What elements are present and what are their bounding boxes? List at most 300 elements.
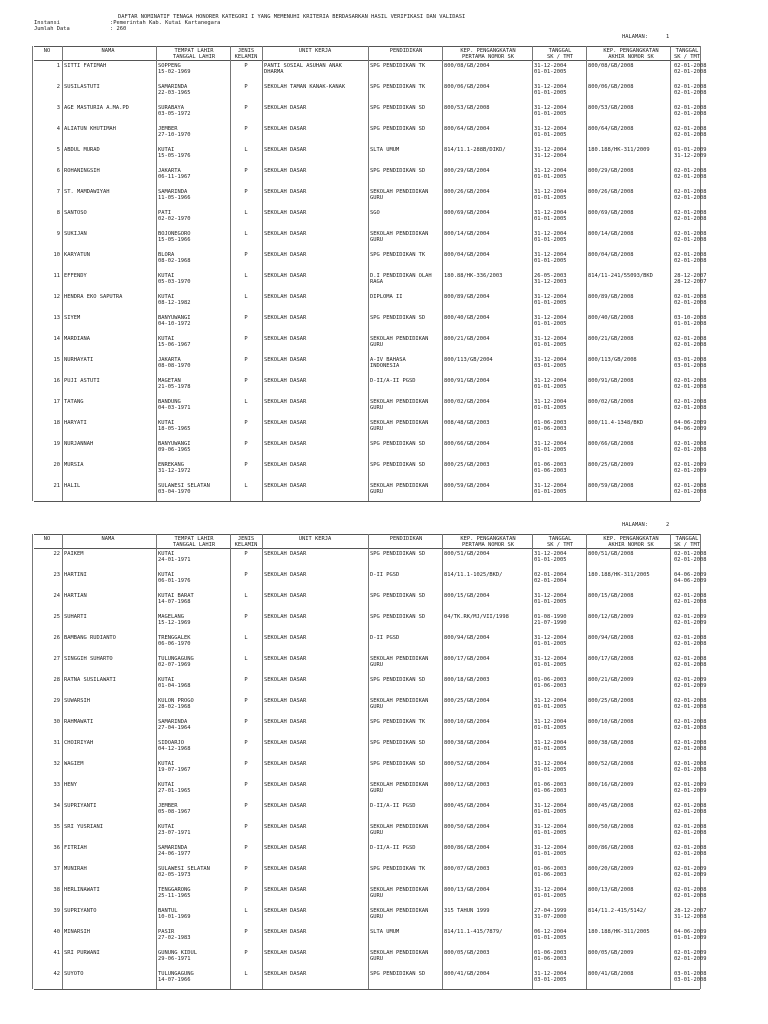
last-decree-date: 02-01-2008 bbox=[674, 336, 707, 342]
birth-date: 05-03-1970 bbox=[158, 279, 191, 285]
employee-name: ABDUL MURAD bbox=[64, 147, 100, 153]
education: SPG PENDIDIKAN TK bbox=[370, 866, 426, 872]
first-decree-date: 02-01-2004 bbox=[534, 572, 567, 578]
last-decree-number: 814/11.2-415/5142/ bbox=[588, 908, 647, 914]
first-decree-tmt: 01-01-2005 bbox=[534, 342, 567, 348]
education: SPG PENDIDIKAN SD bbox=[370, 315, 426, 321]
last-decree-tmt: 02-01-2008 bbox=[674, 342, 707, 348]
work-unit: SEKOLAH DASAR bbox=[264, 824, 307, 830]
last-decree-date: 03-10-2008 bbox=[674, 315, 707, 321]
employee-name: KARYATUN bbox=[64, 252, 90, 258]
first-decree-number: 800/26/GB/2004 bbox=[444, 189, 490, 195]
instansi-label: Instansi bbox=[34, 20, 60, 26]
first-decree-tmt: 01-01-2005 bbox=[534, 300, 567, 306]
birth-date: 02-07-1969 bbox=[158, 662, 191, 668]
last-decree-number: 800/13/GB/2008 bbox=[588, 887, 634, 893]
last-decree-number: 800/50/GB/2008 bbox=[588, 824, 634, 830]
employee-name: MUNIRAH bbox=[64, 866, 87, 872]
gender: P bbox=[244, 84, 248, 90]
last-decree-tmt: 02-01-2008 bbox=[674, 641, 707, 647]
first-decree-number: 800/45/GB/2004 bbox=[444, 803, 490, 809]
education: SPG PENDIDIKAN SD bbox=[370, 168, 426, 174]
last-decree-number: 800/45/GB/2008 bbox=[588, 803, 634, 809]
birth-place: JAKARTA bbox=[158, 357, 181, 363]
birth-place: BANYUWANGI bbox=[158, 441, 191, 447]
column-divider bbox=[32, 46, 33, 501]
last-decree-number: 180.188/HK-311/2005 bbox=[588, 572, 650, 578]
birth-place: BANTUL bbox=[158, 908, 178, 914]
row-number: 21 bbox=[53, 483, 60, 489]
column-header: TANGGAL bbox=[548, 536, 572, 542]
birth-date: 06-06-1970 bbox=[158, 641, 191, 647]
row-number: 27 bbox=[53, 656, 60, 662]
last-decree-tmt: 28-12-2007 bbox=[674, 279, 707, 285]
work-unit: SEKOLAH DASAR bbox=[264, 635, 307, 641]
education-line2: RAGA bbox=[370, 279, 383, 285]
education-line2: GURU bbox=[370, 914, 383, 920]
first-decree-date: 31-12-2004 bbox=[534, 336, 567, 342]
first-decree-date: 01-06-2003 bbox=[534, 866, 567, 872]
birth-date: 15-12-1969 bbox=[158, 620, 191, 626]
birth-date: 19-07-1967 bbox=[158, 767, 191, 773]
gender: P bbox=[244, 719, 248, 725]
last-decree-tmt: 02-01-2009 bbox=[674, 956, 707, 962]
employee-name: MURSIA bbox=[64, 462, 84, 468]
last-decree-date: 02-01-2008 bbox=[674, 761, 707, 767]
birth-place: BANDUNG bbox=[158, 399, 181, 405]
birth-place: TULUNGAGUNG bbox=[158, 971, 194, 977]
row-number: 33 bbox=[53, 782, 60, 788]
last-decree-tmt: 02-01-2008 bbox=[674, 174, 707, 180]
first-decree-number: 800/05/GB/2003 bbox=[444, 950, 490, 956]
last-decree-tmt: 02-01-2008 bbox=[674, 599, 707, 605]
gender: L bbox=[244, 231, 248, 237]
employee-name: HALIL bbox=[64, 483, 81, 489]
column-divider bbox=[442, 534, 443, 989]
first-decree-number: 800/91/GB/2004 bbox=[444, 378, 490, 384]
last-decree-tmt: 01-01-2009 bbox=[674, 935, 707, 941]
column-header: NAMA bbox=[101, 536, 115, 542]
column-header: TEMPAT LAHIR bbox=[174, 48, 214, 54]
employee-name: PUJI ASTUTI bbox=[64, 378, 100, 384]
gender: L bbox=[244, 294, 248, 300]
gender: P bbox=[244, 105, 248, 111]
employee-name: SIYEM bbox=[64, 315, 81, 321]
first-decree-date: 31-12-2004 bbox=[534, 315, 567, 321]
column-divider bbox=[368, 534, 369, 989]
birth-place: TRENGGALEK bbox=[158, 635, 191, 641]
gender: P bbox=[244, 357, 248, 363]
last-decree-date: 02-01-2008 bbox=[674, 63, 707, 69]
last-decree-tmt: 02-01-2008 bbox=[674, 893, 707, 899]
column-header-sub: SK / TMT bbox=[547, 54, 573, 60]
first-decree-number: 800/21/GB/2004 bbox=[444, 336, 490, 342]
column-divider bbox=[230, 534, 231, 989]
last-decree-date: 02-01-2008 bbox=[674, 593, 707, 599]
row-number: 13 bbox=[53, 315, 60, 321]
employee-name: TATANG bbox=[64, 399, 84, 405]
work-unit: SEKOLAH DASAR bbox=[264, 210, 307, 216]
first-decree-number: 008/48/GB/2003 bbox=[444, 420, 490, 426]
birth-date: 04-12-1968 bbox=[158, 746, 191, 752]
work-unit: SEKOLAH DASAR bbox=[264, 252, 307, 258]
column-divider bbox=[532, 46, 533, 501]
work-unit: SEKOLAH DASAR bbox=[264, 273, 307, 279]
birth-place: KUTAI bbox=[158, 273, 175, 279]
row-number: 6 bbox=[56, 168, 60, 174]
birth-place: KUTAI bbox=[158, 782, 175, 788]
employee-name: FITRIAH bbox=[64, 845, 87, 851]
row-number: 24 bbox=[53, 593, 60, 599]
education-line2: GURU bbox=[370, 405, 383, 411]
last-decree-number: 800/38/GB/2008 bbox=[588, 740, 634, 746]
employee-name: SRI YUSRIANI bbox=[64, 824, 103, 830]
work-unit: SEKOLAH DASAR bbox=[264, 483, 307, 489]
first-decree-tmt: 03-01-2005 bbox=[534, 977, 567, 983]
last-decree-number: 800/53/GB/2008 bbox=[588, 105, 634, 111]
first-decree-tmt: 01-01-2005 bbox=[534, 809, 567, 815]
employee-name: SUYOTO bbox=[64, 971, 84, 977]
birth-date: 27-02-1983 bbox=[158, 935, 191, 941]
column-header-sub: AKHIR NOMOR SK bbox=[608, 542, 654, 548]
employee-name: EFFENDY bbox=[64, 273, 87, 279]
last-decree-date: 02-01-2008 bbox=[674, 887, 707, 893]
column-header: TANGGAL bbox=[675, 48, 699, 54]
first-decree-tmt: 01-01-2005 bbox=[534, 767, 567, 773]
column-divider bbox=[156, 46, 157, 501]
employee-name: HARYATI bbox=[64, 420, 87, 426]
birth-date: 03-04-1970 bbox=[158, 489, 191, 495]
gender: P bbox=[244, 782, 248, 788]
gender: P bbox=[244, 572, 248, 578]
education: SEKOLAH PENDIDIKAN bbox=[370, 656, 429, 662]
work-unit: SEKOLAH DASAR bbox=[264, 572, 307, 578]
work-unit: SEKOLAH DASAR bbox=[264, 950, 307, 956]
row-number: 4 bbox=[56, 126, 60, 132]
column-divider bbox=[230, 46, 231, 501]
birth-date: 14-07-1966 bbox=[158, 977, 191, 983]
gender: L bbox=[244, 483, 248, 489]
row-number: 30 bbox=[53, 719, 60, 725]
education: D-II PGSD bbox=[370, 572, 400, 578]
employee-name: SRI PURWANI bbox=[64, 950, 100, 956]
last-decree-tmt: 02-01-2008 bbox=[674, 237, 707, 243]
column-header: NO bbox=[43, 536, 51, 542]
work-unit: SEKOLAH DASAR bbox=[264, 971, 307, 977]
first-decree-date: 31-12-2004 bbox=[534, 168, 567, 174]
first-decree-date: 31-12-2004 bbox=[534, 147, 567, 153]
birth-place: SAMARINDA bbox=[158, 719, 188, 725]
first-decree-tmt: 01-01-2005 bbox=[534, 851, 567, 857]
gender: L bbox=[244, 656, 248, 662]
last-decree-number: 800/26/GB/2008 bbox=[588, 189, 634, 195]
education: SLTA UMUM bbox=[370, 147, 400, 153]
last-decree-tmt: 02-01-2009 bbox=[674, 468, 707, 474]
birth-place: SOPPENG bbox=[158, 63, 181, 69]
education: SEKOLAH PENDIDIKAN bbox=[370, 420, 429, 426]
first-decree-date: 31-12-2004 bbox=[534, 231, 567, 237]
education: SPG PENDIDIKAN SD bbox=[370, 105, 426, 111]
first-decree-date: 31-12-2004 bbox=[534, 210, 567, 216]
last-decree-number: 800/91/GB/2008 bbox=[588, 378, 634, 384]
first-decree-date: 31-12-2004 bbox=[534, 551, 567, 557]
row-number: 5 bbox=[56, 147, 60, 153]
first-decree-number: 800/25/GB/2003 bbox=[444, 462, 490, 468]
last-decree-date: 02-01-2008 bbox=[674, 168, 707, 174]
work-unit: SEKOLAH DASAR bbox=[264, 378, 307, 384]
gender: L bbox=[244, 593, 248, 599]
work-unit: SEKOLAH DASAR bbox=[264, 929, 307, 935]
last-decree-date: 02-01-2008 bbox=[674, 698, 707, 704]
last-decree-number: 800/89/GB/2008 bbox=[588, 294, 634, 300]
last-decree-number: 800/66/GB/2008 bbox=[588, 441, 634, 447]
last-decree-tmt: 02-01-2008 bbox=[674, 111, 707, 117]
first-decree-number: 315 TAHUN 1999 bbox=[444, 908, 490, 914]
work-unit-line2: DHARMA bbox=[264, 69, 284, 75]
column-header-sub: TANGGAL LAHIR bbox=[172, 54, 216, 60]
gender: P bbox=[244, 950, 248, 956]
work-unit: SEKOLAH DASAR bbox=[264, 740, 307, 746]
education-line2: GURU bbox=[370, 830, 383, 836]
first-decree-date: 01-06-2003 bbox=[534, 420, 567, 426]
birth-place: ENREKANG bbox=[158, 462, 184, 468]
gender: P bbox=[244, 677, 248, 683]
gender: P bbox=[244, 336, 248, 342]
gender: P bbox=[244, 866, 248, 872]
birth-date: 21-05-1978 bbox=[158, 384, 191, 390]
education-line2: GURU bbox=[370, 788, 383, 794]
work-unit: SEKOLAH DASAR bbox=[264, 887, 307, 893]
employee-name: SUWARSIH bbox=[64, 698, 90, 704]
work-unit: SEKOLAH DASAR bbox=[264, 698, 307, 704]
birth-place: SAMARINDA bbox=[158, 189, 188, 195]
row-number: 12 bbox=[53, 294, 60, 300]
first-decree-tmt: 01-01-2005 bbox=[534, 599, 567, 605]
first-decree-date: 31-12-2004 bbox=[534, 740, 567, 746]
birth-date: 03-05-1972 bbox=[158, 111, 191, 117]
last-decree-number: 800/15/GB/2008 bbox=[588, 593, 634, 599]
education-line2: GURU bbox=[370, 195, 383, 201]
first-decree-number: 800/17/GB/2004 bbox=[444, 656, 490, 662]
work-unit: SEKOLAH TAMAN KANAK-KANAK bbox=[264, 84, 346, 90]
first-decree-date: 01-06-2003 bbox=[534, 677, 567, 683]
row-number: 10 bbox=[53, 252, 60, 258]
column-header-sub: KELAMIN bbox=[234, 54, 258, 60]
birth-date: 18-05-1965 bbox=[158, 426, 191, 432]
education: DIPLOMA II bbox=[370, 294, 403, 300]
education: D-II PGSD bbox=[370, 635, 400, 641]
row-number: 31 bbox=[53, 740, 60, 746]
gender: L bbox=[244, 399, 248, 405]
work-unit: SEKOLAH DASAR bbox=[264, 761, 307, 767]
last-decree-date: 04-06-2009 bbox=[674, 420, 707, 426]
page-number-value: 1 bbox=[665, 34, 670, 40]
birth-date: 15-05-1976 bbox=[158, 153, 191, 159]
last-decree-number: 800/94/GB/2008 bbox=[588, 635, 634, 641]
birth-place: KUTAI bbox=[158, 551, 175, 557]
last-decree-tmt: 02-01-2008 bbox=[674, 557, 707, 563]
last-decree-date: 28-12-2007 bbox=[674, 273, 707, 279]
last-decree-date: 02-01-2009 bbox=[674, 677, 707, 683]
column-divider bbox=[156, 534, 157, 989]
gender: P bbox=[244, 462, 248, 468]
first-decree-tmt: 01-01-2005 bbox=[534, 893, 567, 899]
last-decree-number: 800/25/GB/2008 bbox=[588, 698, 634, 704]
last-decree-number: 800/11.4-1348/BKD bbox=[588, 420, 644, 426]
first-decree-tmt: 01-01-2005 bbox=[534, 704, 567, 710]
employee-name: SUHARTI bbox=[64, 614, 87, 620]
first-decree-number: 180.88/HK-336/2003 bbox=[444, 273, 503, 279]
first-decree-number: 800/04/GB/2004 bbox=[444, 252, 490, 258]
first-decree-number: 800/07/GB/2003 bbox=[444, 866, 490, 872]
gender: L bbox=[244, 210, 248, 216]
work-unit: SEKOLAH DASAR bbox=[264, 399, 307, 405]
birth-date: 06-01-1976 bbox=[158, 578, 191, 584]
first-decree-date: 26-05-2003 bbox=[534, 273, 567, 279]
first-decree-tmt: 01-01-2005 bbox=[534, 489, 567, 495]
education: SPG PENDIDIKAN SD bbox=[370, 462, 426, 468]
education: SPG PENDIDIKAN SD bbox=[370, 551, 426, 557]
first-decree-tmt: 01-01-2005 bbox=[534, 69, 567, 75]
column-header: JENIS bbox=[237, 48, 255, 54]
first-decree-tmt: 01-01-2005 bbox=[534, 132, 567, 138]
page-number bbox=[622, 34, 669, 40]
first-decree-date: 01-06-2003 bbox=[534, 950, 567, 956]
last-decree-tmt: 02-01-2008 bbox=[674, 704, 707, 710]
last-decree-tmt: 03-01-2008 bbox=[674, 977, 707, 983]
employee-name: RATNA SUSILAWATI bbox=[64, 677, 116, 683]
row-number: 34 bbox=[53, 803, 60, 809]
first-decree-date: 31-12-2004 bbox=[534, 761, 567, 767]
gender: P bbox=[244, 441, 248, 447]
first-decree-tmt: 01-01-2005 bbox=[534, 447, 567, 453]
last-decree-date: 02-01-2008 bbox=[674, 719, 707, 725]
birth-date: 01-04-1968 bbox=[158, 683, 191, 689]
birth-place: KUTAI bbox=[158, 572, 175, 578]
last-decree-date: 28-12-2007 bbox=[674, 908, 707, 914]
first-decree-number: 800/29/GB/2004 bbox=[444, 168, 490, 174]
first-decree-number: 800/50/GB/2004 bbox=[444, 824, 490, 830]
last-decree-tmt: 02-01-2008 bbox=[674, 405, 707, 411]
column-header: UNIT KERJA bbox=[298, 536, 332, 542]
education: SLTA UMUM bbox=[370, 929, 400, 935]
last-decree-date: 02-01-2008 bbox=[674, 294, 707, 300]
page-number-label: HALAMAN: bbox=[622, 522, 648, 528]
last-decree-number: 800/25/GB/2009 bbox=[588, 462, 634, 468]
column-header: JENIS bbox=[237, 536, 255, 542]
last-decree-number: 800/08/GB/2008 bbox=[588, 63, 634, 69]
birth-place: GUNUNG KIDUL bbox=[158, 950, 197, 956]
page-number-label: HALAMAN: bbox=[622, 34, 648, 40]
first-decree-tmt: 01-01-2005 bbox=[534, 405, 567, 411]
first-decree-tmt: 02-01-2004 bbox=[534, 578, 567, 584]
first-decree-tmt: 21-07-1990 bbox=[534, 620, 567, 626]
last-decree-date: 02-01-2008 bbox=[674, 231, 707, 237]
work-unit: SEKOLAH DASAR bbox=[264, 147, 307, 153]
first-decree-number: 800/51/GB/2004 bbox=[444, 551, 490, 557]
gender: P bbox=[244, 845, 248, 851]
last-decree-date: 03-01-2008 bbox=[674, 357, 707, 363]
first-decree-number: 800/06/GB/2004 bbox=[444, 84, 490, 90]
birth-place: KUTAI bbox=[158, 824, 175, 830]
education: D-II/A-II PGSD bbox=[370, 378, 416, 384]
education: SPG PENDIDIKAN SD bbox=[370, 971, 426, 977]
education-line2: GURU bbox=[370, 662, 383, 668]
last-decree-date: 02-01-2008 bbox=[674, 483, 707, 489]
last-decree-number: 800/20/GB/2009 bbox=[588, 866, 634, 872]
last-decree-number: 180.188/HK-311/2009 bbox=[588, 147, 650, 153]
education-line2: GURU bbox=[370, 237, 383, 243]
birth-place: SIDOARJO bbox=[158, 740, 184, 746]
birth-place: KUTAI bbox=[158, 147, 175, 153]
education: SEKOLAH PENDIDIKAN bbox=[370, 336, 429, 342]
last-decree-tmt: 02-01-2009 bbox=[674, 788, 707, 794]
education: SEKOLAH PENDIDIKAN bbox=[370, 189, 429, 195]
row-number: 38 bbox=[53, 887, 60, 893]
last-decree-number: 800/05/GB/2009 bbox=[588, 950, 634, 956]
last-decree-tmt: 02-01-2008 bbox=[674, 195, 707, 201]
education: D-II/A-II PGSD bbox=[370, 845, 416, 851]
last-decree-date: 02-01-2008 bbox=[674, 441, 707, 447]
column-header: KEP. PENGANGKATAN bbox=[460, 48, 516, 54]
last-decree-number: 800/10/GB/2008 bbox=[588, 719, 634, 725]
birth-place: BOJONEGORO bbox=[158, 231, 191, 237]
last-decree-number: 800/86/GB/2008 bbox=[588, 845, 634, 851]
first-decree-date: 31-12-2004 bbox=[534, 698, 567, 704]
first-decree-tmt: 01-01-2005 bbox=[534, 746, 567, 752]
education-line2: INDONESIA bbox=[370, 363, 400, 369]
education: D.I PENDIDIKAN OLAH bbox=[370, 273, 432, 279]
last-decree-tmt: 02-01-2008 bbox=[674, 746, 707, 752]
birth-place: TENGGARONG bbox=[158, 887, 191, 893]
column-divider bbox=[262, 534, 263, 989]
education-line2: GURU bbox=[370, 489, 383, 495]
birth-date: 04-10-1972 bbox=[158, 321, 191, 327]
last-decree-tmt: 02-01-2009 bbox=[674, 683, 707, 689]
work-unit: SEKOLAH DASAR bbox=[264, 462, 307, 468]
employee-name: WAGIEM bbox=[64, 761, 84, 767]
first-decree-date: 31-12-2004 bbox=[534, 105, 567, 111]
first-decree-date: 31-12-2004 bbox=[534, 971, 567, 977]
work-unit: SEKOLAH DASAR bbox=[264, 845, 307, 851]
first-decree-number: 800/12/GB/2003 bbox=[444, 782, 490, 788]
employee-name: SITTI FATIMAH bbox=[64, 63, 107, 69]
first-decree-tmt: 01-01-2005 bbox=[534, 321, 567, 327]
first-decree-date: 01-06-2003 bbox=[534, 782, 567, 788]
column-header-sub: SK / TMT bbox=[674, 54, 700, 60]
instansi-value: :Pemerintah Kab. Kutai Kartanegara bbox=[110, 20, 221, 26]
birth-date: 09-06-1965 bbox=[158, 447, 191, 453]
work-unit: SEKOLAH DASAR bbox=[264, 441, 307, 447]
gender: L bbox=[244, 971, 248, 977]
row-number: 15 bbox=[53, 357, 60, 363]
first-decree-number: 800/13/GB/2004 bbox=[444, 887, 490, 893]
employee-name: SANTOSO bbox=[64, 210, 87, 216]
row-number: 20 bbox=[53, 462, 60, 468]
first-decree-date: 31-12-2004 bbox=[534, 189, 567, 195]
last-decree-date: 02-01-2008 bbox=[674, 824, 707, 830]
birth-date: 27-10-1970 bbox=[158, 132, 191, 138]
column-divider bbox=[586, 534, 587, 989]
education: SEKOLAH PENDIDIKAN bbox=[370, 399, 429, 405]
work-unit: SEKOLAH DASAR bbox=[264, 231, 307, 237]
column-header-sub: SK / TMT bbox=[547, 542, 573, 548]
column-divider bbox=[62, 534, 63, 989]
gender: P bbox=[244, 378, 248, 384]
birth-date: 22-03-1965 bbox=[158, 90, 191, 96]
row-number: 11 bbox=[53, 273, 60, 279]
education: SPG PENDIDIKAN TK bbox=[370, 63, 426, 69]
